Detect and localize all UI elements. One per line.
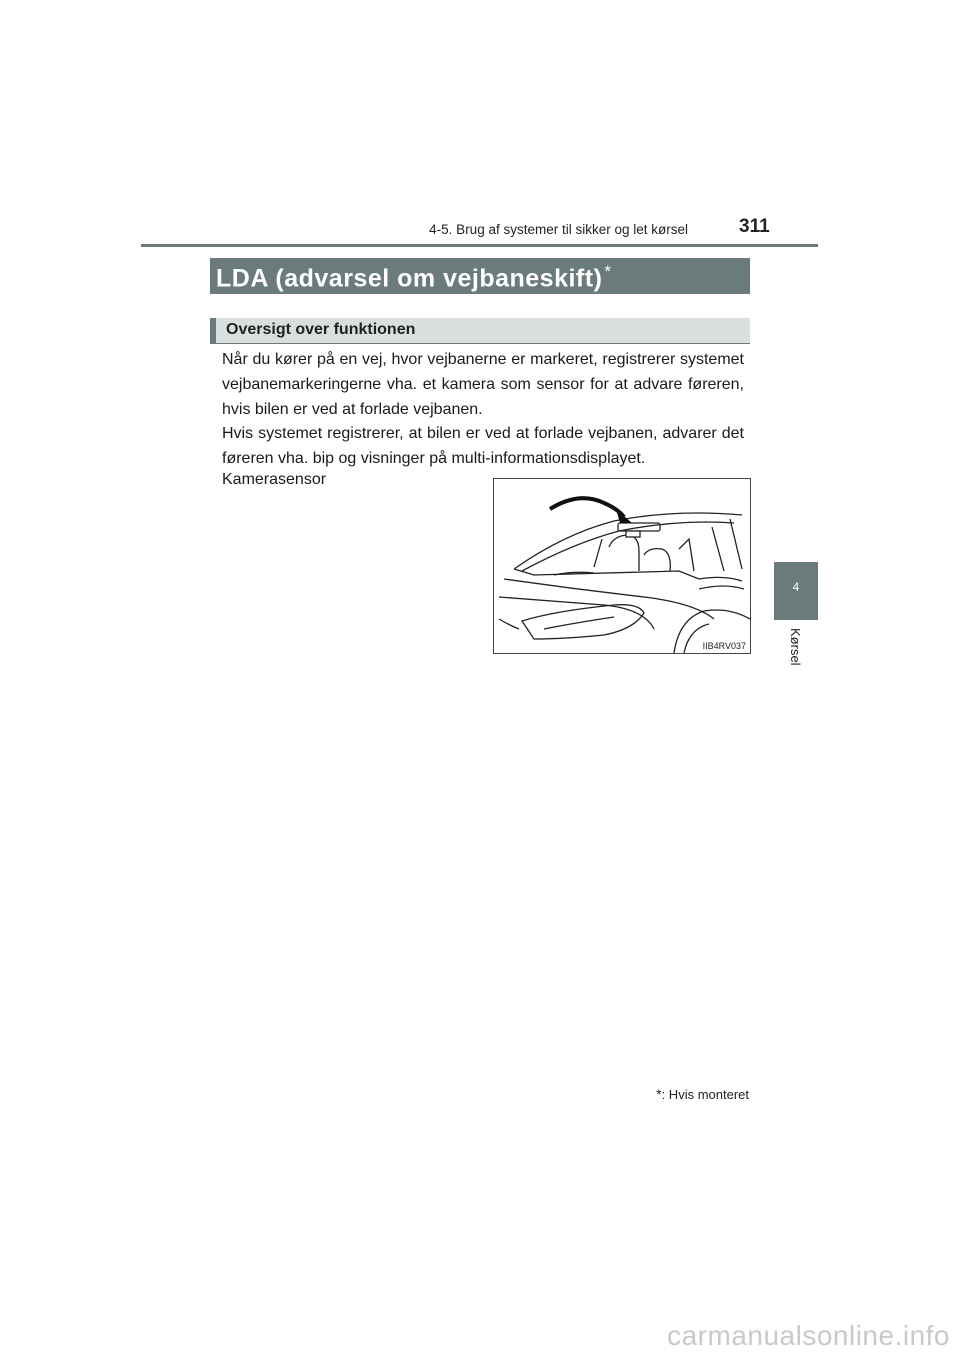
subheading-accent bbox=[210, 318, 216, 343]
chapter-tab-label: Kørsel bbox=[788, 628, 803, 666]
subheading-bar bbox=[210, 318, 750, 344]
figure-caption: Kamerasensor bbox=[222, 471, 327, 488]
footnote-marker: * bbox=[656, 1086, 662, 1102]
figure-code: IIB4RV037 bbox=[702, 641, 746, 651]
camera-sensor-illustration bbox=[493, 478, 751, 654]
chapter-tab-number: 4 bbox=[792, 580, 800, 594]
body-paragraph: Hvis systemet registrerer, at bilen er ved at forlade vejbanen, advarer det føreren vha. bip og visninger på multi-informationsdisplayet. bbox=[222, 425, 744, 467]
header-section-title: 4-5. Brug af systemer til sikker og let kørsel bbox=[429, 222, 688, 237]
footnote bbox=[656, 1086, 749, 1102]
header-rule bbox=[141, 244, 818, 247]
body-paragraph: Når du kører på en vej, hvor vejbanerne er markeret, registrerer systemet vejbanemarkeringerne vha. et kamera som sensor for at advare føreren, hvis bilen er ved at forlade vejbanen. bbox=[222, 351, 744, 418]
chapter-tab bbox=[774, 562, 818, 620]
subheading-title: Oversigt over funktionen bbox=[226, 321, 416, 338]
car-windshield-drawing bbox=[494, 479, 750, 653]
page-number: 311 bbox=[739, 216, 770, 237]
section-title-bar bbox=[210, 258, 750, 294]
footnote-asterisk: * bbox=[604, 262, 612, 281]
footnote-text: : Hvis monteret bbox=[661, 1087, 749, 1102]
section-title-text: LDA (advarsel om vejbaneskift) bbox=[216, 264, 603, 293]
watermark: carmanualsonline.info bbox=[667, 1320, 950, 1351]
section-title bbox=[216, 262, 612, 293]
